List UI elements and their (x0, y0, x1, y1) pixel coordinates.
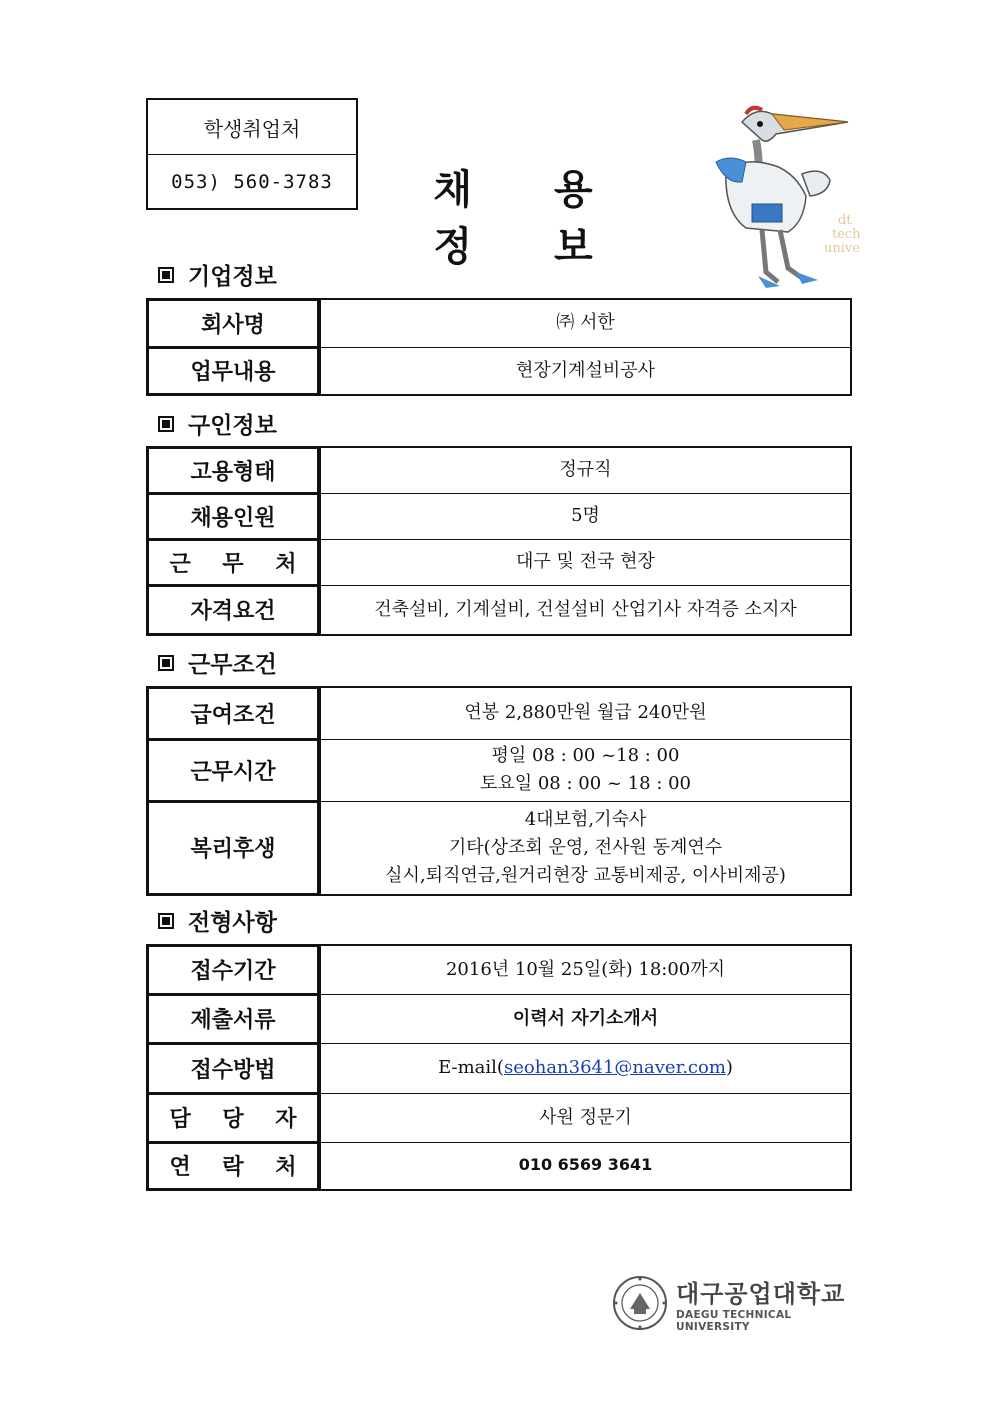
row-value (320, 1043, 852, 1093)
table-row (147, 347, 851, 395)
row-label: 제출서류 (147, 994, 320, 1043)
row-value (320, 739, 852, 801)
section-heading-label: 구인정보 (188, 412, 277, 439)
filled-square-icon (158, 913, 174, 929)
university-logo (612, 1272, 852, 1334)
row-value: 2016년 10월 25일(화) 18:00까지 (320, 945, 852, 994)
table-row (147, 299, 851, 347)
row-label (147, 1093, 320, 1142)
email-suffix: ) (725, 1057, 733, 1079)
row-value: ㈜ 서한 (320, 299, 852, 347)
row-label: 근무시간 (147, 739, 320, 801)
row-value: 대구 및 전국 현장 (320, 539, 852, 585)
welfare-line-1: 4대보험,기숙사 (524, 808, 647, 830)
row-value: 사원 정문기 (320, 1093, 852, 1142)
row-value: 010 6569 3641 (320, 1142, 852, 1190)
row-label: 고용형태 (147, 447, 320, 493)
row-label-text: 연 락 처 (169, 1154, 309, 1181)
table-row (147, 994, 851, 1043)
row-label: 회사명 (147, 299, 320, 347)
section-heading-label: 근무조건 (188, 651, 277, 678)
selection-table (146, 944, 852, 1191)
row-value (320, 801, 852, 895)
section-heading-recruit (158, 407, 277, 440)
logo-name-english: DAEGU TECHNICAL UNIVERSITY (676, 1308, 792, 1333)
mascot-caption-2: tech (832, 227, 861, 242)
row-label (147, 539, 320, 585)
contact-label: 학생취업처 (148, 100, 356, 155)
hours-saturday: 토요일 08 : 00 ~ 18 : 00 (479, 773, 692, 794)
row-label: 채용인원 (147, 493, 320, 539)
conditions-table (146, 686, 852, 896)
contact-box (146, 98, 358, 210)
row-value: 5명 (320, 493, 852, 539)
table-row (147, 493, 851, 539)
filled-square-icon (158, 267, 174, 283)
table-row (147, 801, 851, 895)
mascot-caption-3: unive (824, 241, 860, 256)
table-row (147, 1093, 851, 1142)
row-value: 이력서 자기소개서 (320, 994, 852, 1043)
row-label: 접수기간 (147, 945, 320, 994)
university-seal-icon (612, 1275, 668, 1331)
row-label-text: 근 무 처 (169, 550, 309, 577)
table-row (147, 447, 851, 493)
row-label: 급여조건 (147, 687, 320, 739)
row-value: 건축설비, 기계설비, 건설설비 산업기사 자격증 소지자 (320, 585, 852, 635)
welfare-line-2: 기타(상조회 운영, 전사원 동계연수 (448, 836, 723, 858)
hours-weekday: 평일 08 : 00 ~18 : 00 (491, 745, 680, 767)
mascot-crane-icon (706, 100, 861, 290)
row-value: 현장기계설비공사 (320, 347, 852, 395)
table-row (147, 739, 851, 801)
section-heading-selection (158, 904, 277, 937)
filled-square-icon (158, 655, 174, 671)
row-value: 정규직 (320, 447, 852, 493)
table-row (147, 945, 851, 994)
row-value: 연봉 2,880만원 월급 240만원 (320, 687, 852, 739)
email-link[interactable]: seohan3641@naver.com (503, 1057, 726, 1079)
table-row (147, 1142, 851, 1190)
row-label (147, 1142, 320, 1190)
row-label: 접수방법 (147, 1043, 320, 1093)
table-row (147, 585, 851, 635)
table-row (147, 687, 851, 739)
mascot-caption-1: dt (838, 213, 852, 228)
row-label: 업무내용 (147, 347, 320, 395)
row-label-text: 담 당 자 (169, 1106, 309, 1132)
filled-square-icon (158, 416, 174, 432)
section-heading-label: 기업정보 (188, 263, 277, 290)
email-prefix: E-mail( (438, 1057, 504, 1079)
company-table (146, 298, 852, 396)
row-label: 자격요건 (147, 585, 320, 635)
table-row (147, 1043, 851, 1093)
section-heading-conditions (158, 646, 277, 679)
recruit-table (146, 446, 852, 636)
contact-phone: 053) 560-3783 (171, 171, 333, 193)
welfare-line-3: 실시,퇴직연금,원거리현장 교통비제공, 이사비제공) (385, 864, 786, 886)
logo-name-korean: 대구공업대학교 (676, 1279, 846, 1308)
section-heading-company (158, 258, 277, 291)
table-row (147, 539, 851, 585)
row-label: 복리후생 (147, 801, 320, 895)
page-title: 채 용 정 보 (433, 167, 627, 270)
section-heading-label: 전형사항 (188, 909, 277, 936)
